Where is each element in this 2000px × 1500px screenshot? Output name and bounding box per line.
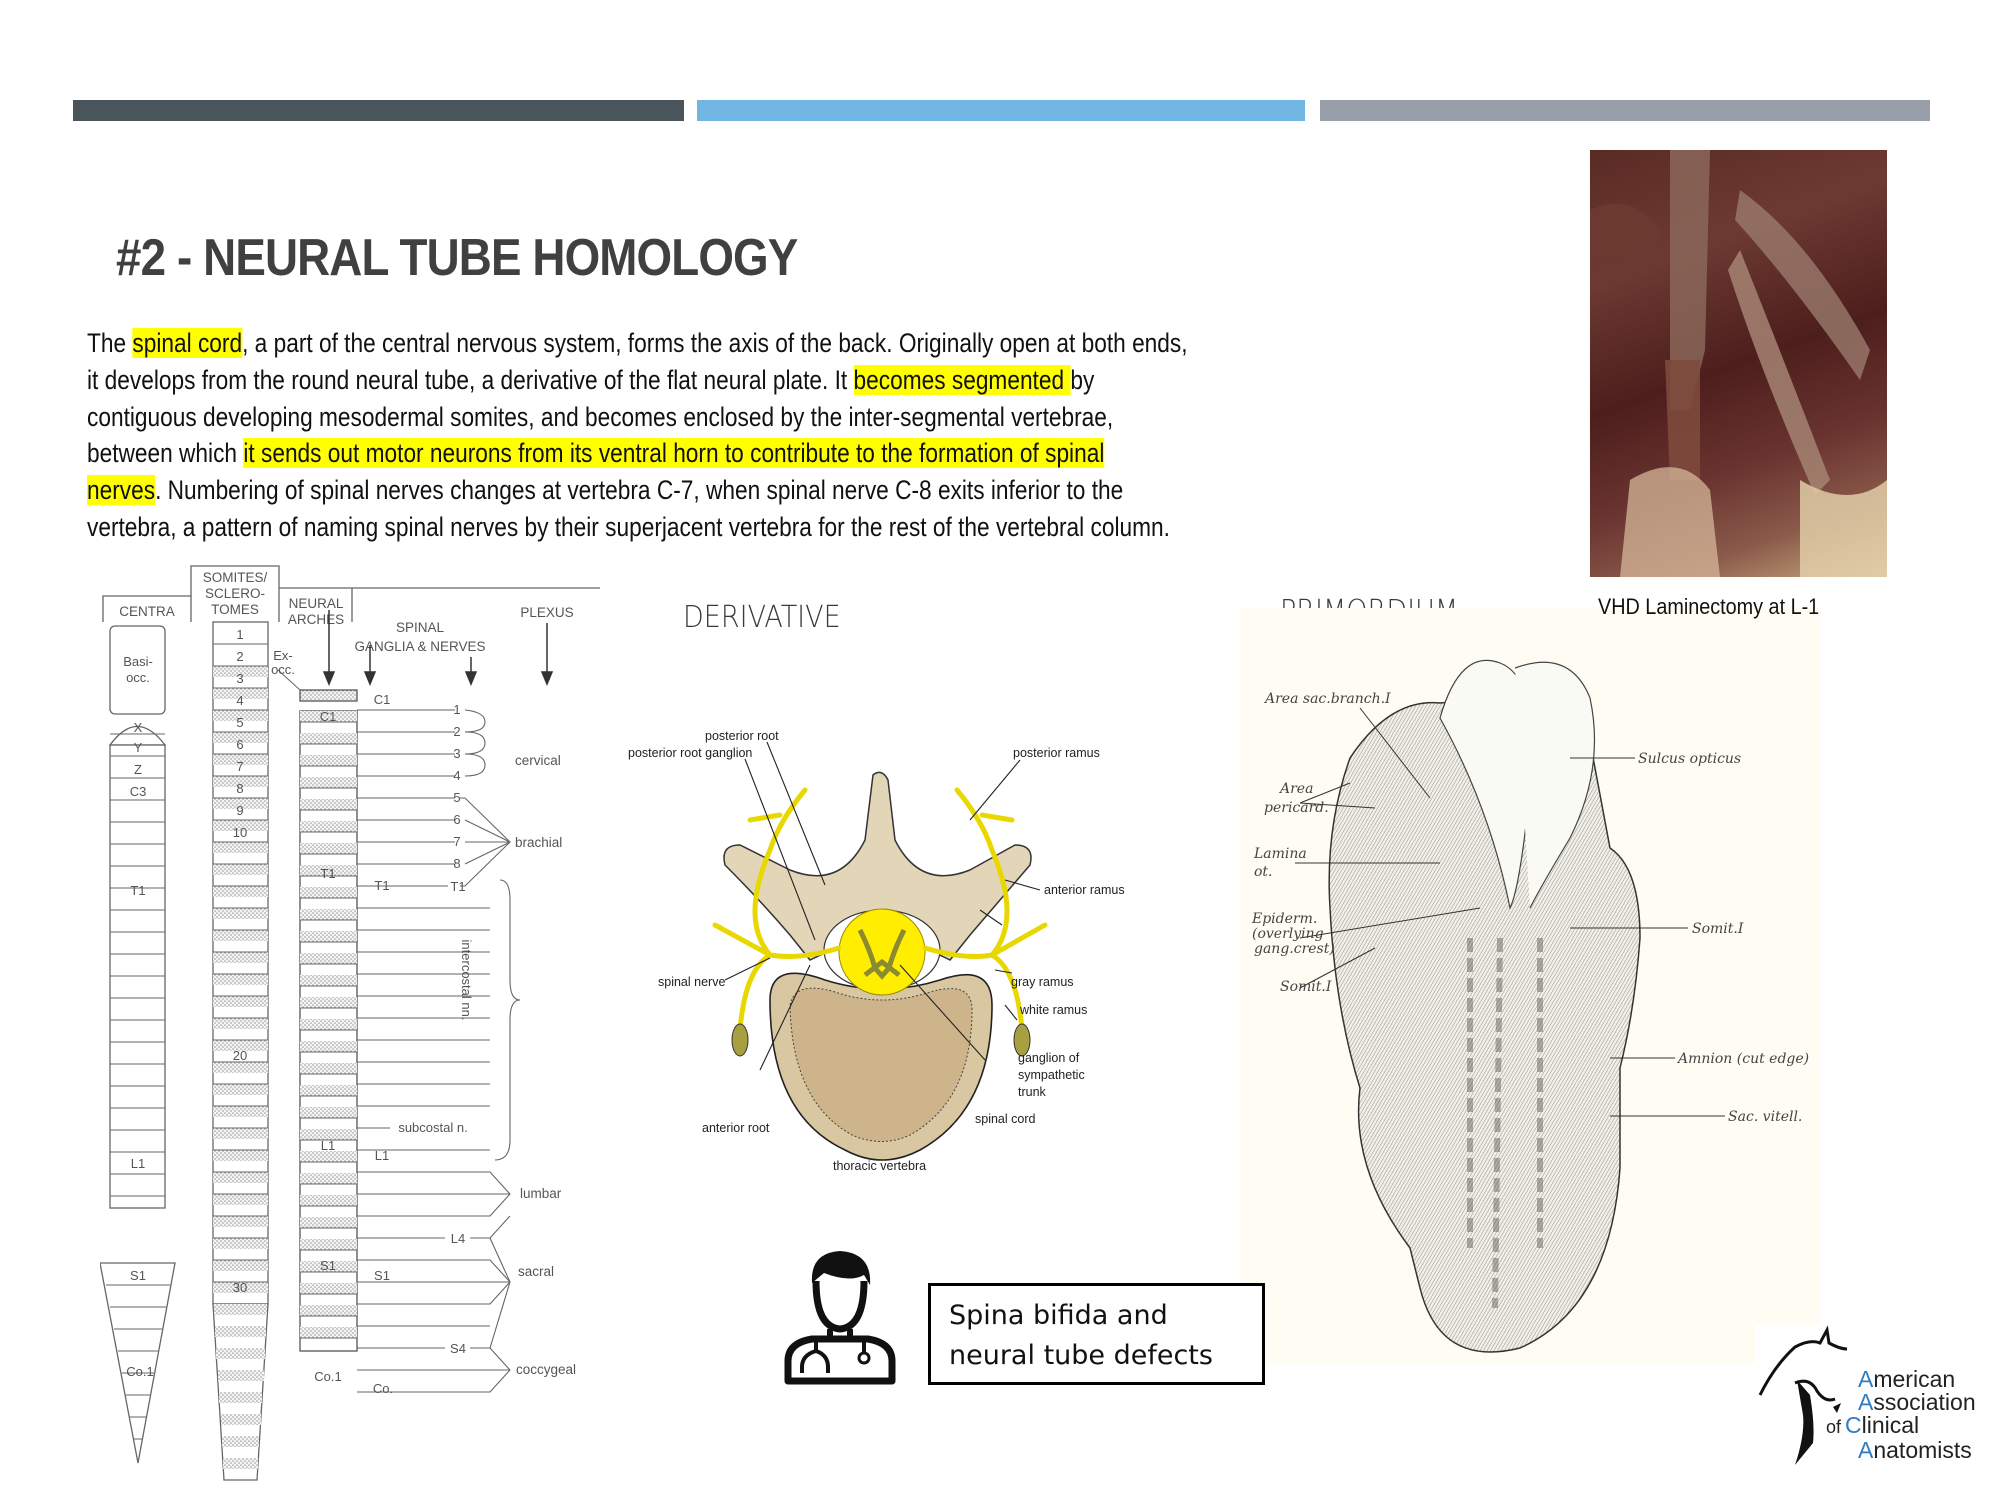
label-posterior-ramus: posterior ramus bbox=[1013, 746, 1100, 760]
label-posterior-root-ganglion: posterior root ganglion bbox=[628, 746, 753, 760]
para-line-6 bbox=[87, 509, 1431, 546]
plexus-sacral: sacral bbox=[518, 1264, 555, 1279]
photo-svg bbox=[1590, 150, 1887, 577]
label-exocc: Ex- bbox=[273, 648, 293, 663]
ganglion-t1: T1 bbox=[374, 878, 390, 893]
thoracic-vertebra-diagram bbox=[620, 730, 1180, 1190]
label-white-ramus: white ramus bbox=[1020, 1003, 1088, 1017]
vertebra-svg bbox=[620, 730, 1180, 1190]
plexus-coccygeal: coccygeal bbox=[516, 1362, 577, 1377]
header-centra: CENTRA bbox=[119, 604, 175, 619]
aaca-logo-text bbox=[1826, 1366, 1976, 1463]
ganglion-c1: C1 bbox=[373, 692, 391, 707]
label-sac-vitell: Sac. vitell. bbox=[1728, 1109, 1803, 1125]
label-anterior-root: anterior root bbox=[702, 1121, 770, 1135]
somite-7: 7 bbox=[236, 759, 244, 774]
somite-10: 10 bbox=[232, 825, 248, 840]
label-area-pericard-2: pericard. bbox=[1264, 800, 1329, 816]
nerve-t1: T1 bbox=[450, 879, 466, 894]
derivative-heading: DERIVATIVE bbox=[683, 600, 841, 635]
logo-association: ssociation bbox=[1873, 1389, 1976, 1415]
label-epiderm-3: gang.crest) bbox=[1254, 941, 1335, 957]
label-sulcus-opticus: Sulcus opticus bbox=[1638, 751, 1742, 767]
nerve-subcostal: subcostal n. bbox=[398, 1120, 468, 1135]
label-thoracic-vertebra: thoracic vertebra bbox=[833, 1159, 927, 1173]
text-run: , a part of the central nervous system, forms the axis of the back. Originally open at both ends, bbox=[242, 328, 1188, 358]
label-arch-c1: C1 bbox=[319, 709, 337, 724]
label-z: Z bbox=[134, 762, 142, 777]
header-somites: SOMITES/ bbox=[202, 570, 268, 585]
nerve-6: 6 bbox=[453, 812, 461, 827]
somite-30: 30 bbox=[232, 1280, 248, 1295]
para-line-5 bbox=[87, 472, 1431, 509]
label-somit-right: Somit.I bbox=[1692, 921, 1744, 937]
plexus-brachial: brachial bbox=[515, 835, 563, 850]
para-line-4 bbox=[87, 435, 1431, 472]
nerve-s4: S4 bbox=[450, 1341, 466, 1356]
logo-cap-a1: A bbox=[1858, 1366, 1874, 1392]
plexus-lumbar: lumbar bbox=[520, 1186, 562, 1201]
label-ganglion-sympathetic-2: sympathetic bbox=[1018, 1068, 1085, 1082]
accent-bar-blue bbox=[697, 100, 1305, 121]
nerve-intercostal: intercostal nn. bbox=[459, 939, 474, 1021]
text-run: it develops from the round neural tube, a derivative of the flat neural plate. It bbox=[87, 364, 854, 395]
label-y: Y bbox=[133, 740, 143, 755]
highlight-nerves: nerves bbox=[87, 475, 156, 506]
label-area-sac-branch: Area sac.branch.I bbox=[1265, 691, 1391, 707]
label-amnion: Amnion (cut edge) bbox=[1678, 1051, 1810, 1067]
highlight-motor-neurons: it sends out motor neurons from its ventral horn to contribute to the formation of spinal bbox=[243, 438, 1105, 469]
label-anterior-ramus: anterior ramus bbox=[1044, 883, 1125, 897]
somite-6: 6 bbox=[236, 737, 244, 752]
logo-of: of bbox=[1826, 1417, 1842, 1437]
somite-20: 20 bbox=[232, 1048, 248, 1063]
spine-chart-svg bbox=[100, 560, 605, 1490]
nerve-l4: L4 bbox=[450, 1231, 466, 1246]
text-run: between which bbox=[87, 438, 244, 469]
somite-2: 2 bbox=[236, 649, 244, 664]
text-run: by bbox=[1070, 364, 1095, 395]
label-posterior-root: posterior root bbox=[705, 730, 779, 743]
logo-cap-a3: A bbox=[1858, 1437, 1874, 1463]
label-lamina-ot-2: ot. bbox=[1254, 864, 1273, 880]
ganglion-l1: L1 bbox=[374, 1148, 390, 1163]
nerve-1: 1 bbox=[453, 702, 461, 717]
slide-title: #2 - NEURAL TUBE HOMOLOGY bbox=[116, 229, 798, 287]
nerve-2: 2 bbox=[453, 724, 461, 739]
somite-1: 1 bbox=[236, 627, 244, 642]
somite-8: 8 bbox=[236, 781, 244, 796]
spina-bifida-callout bbox=[928, 1283, 1265, 1385]
callout-line-2: neural tube defects bbox=[949, 1340, 1213, 1371]
header-plexus: PLEXUS bbox=[520, 605, 574, 620]
text-run: vertebra, a pattern of naming spinal nerves by their superjacent vertebra for the rest of the vertebral column. bbox=[87, 511, 1170, 542]
embryo-primordium-drawing bbox=[1240, 608, 1820, 1363]
label-arch-co1: Co.1 bbox=[314, 1369, 342, 1384]
aaca-logo-mark-icon bbox=[1755, 1325, 1855, 1475]
ganglion-s1: S1 bbox=[374, 1268, 390, 1283]
nerve-5: 5 bbox=[453, 790, 461, 805]
text-run: . Numbering of spinal nerves changes at vertebra C-7, when spinal nerve C-8 exits inferior to the bbox=[155, 475, 1124, 506]
label-basiocc: Basi- bbox=[123, 654, 153, 669]
label-spinal-cord: spinal cord bbox=[975, 1112, 1036, 1126]
label-epiderm: Epiderm. bbox=[1252, 911, 1318, 927]
logo-cap-c: C bbox=[1845, 1412, 1862, 1438]
header-arches: ARCHES bbox=[287, 612, 345, 627]
spine-segmentation-chart bbox=[100, 560, 605, 1490]
label-centra-s1: S1 bbox=[130, 1268, 146, 1283]
label-ganglion-sympathetic-3: trunk bbox=[1018, 1085, 1046, 1099]
accent-bar-gray bbox=[1320, 100, 1930, 121]
label-exocc-2: occ. bbox=[271, 662, 295, 677]
logo-clinical: linical bbox=[1861, 1412, 1920, 1438]
doctor-icon bbox=[780, 1245, 900, 1385]
highlight-becomes-segmented: becomes segmented bbox=[853, 364, 1071, 395]
label-area-pericard: Area bbox=[1280, 781, 1314, 797]
para-line-1 bbox=[87, 325, 1431, 362]
callout-line-1: Spina bifida and bbox=[949, 1300, 1168, 1331]
plexus-cervical: cervical bbox=[515, 753, 561, 768]
nerve-3: 3 bbox=[453, 746, 461, 761]
label-arch-s1: S1 bbox=[320, 1258, 336, 1273]
label-epiderm-2: (overlying bbox=[1252, 926, 1324, 942]
logo-cap-a2: A bbox=[1858, 1389, 1874, 1415]
somite-9: 9 bbox=[236, 803, 244, 818]
label-basiocc-2: occ. bbox=[126, 670, 150, 685]
nerve-7: 7 bbox=[453, 834, 461, 849]
header-neural: NEURAL bbox=[288, 596, 344, 611]
nerve-4: 4 bbox=[453, 768, 461, 783]
logo-american: merican bbox=[1873, 1366, 1956, 1392]
para-line-3 bbox=[87, 399, 1431, 436]
label-c3: C3 bbox=[129, 784, 147, 799]
logo-anatomists: natomists bbox=[1873, 1437, 1972, 1463]
label-centra-l1: L1 bbox=[130, 1156, 146, 1171]
header-sclero: SCLERO- bbox=[204, 586, 266, 601]
vhd-laminectomy-photo bbox=[1590, 150, 1887, 577]
text-run: The bbox=[87, 328, 133, 358]
para-line-2 bbox=[87, 362, 1431, 399]
label-ganglion-sympathetic: ganglion of bbox=[1018, 1051, 1080, 1065]
text-run: contiguous developing mesodermal somites, and becomes enclosed by the inter-segmental vertebrae, bbox=[87, 401, 1114, 432]
label-gray-ramus: gray ramus bbox=[1011, 975, 1074, 989]
somite-3: 3 bbox=[236, 671, 244, 686]
header-spinal: SPINAL bbox=[395, 620, 445, 635]
photo-caption: VHD Laminectomy at L-1 bbox=[1598, 594, 1820, 619]
highlight-spinal-cord: spinal cord bbox=[132, 328, 243, 358]
label-somit-left: Somit.I bbox=[1280, 979, 1332, 995]
label-arch-l1: L1 bbox=[320, 1138, 336, 1153]
label-centra-co1: Co.1 bbox=[126, 1364, 154, 1379]
label-spinal-nerve: spinal nerve bbox=[658, 975, 726, 989]
accent-bar-dark bbox=[73, 100, 684, 121]
aaca-logo bbox=[1755, 1325, 2000, 1485]
nerve-8: 8 bbox=[453, 856, 461, 871]
label-centra-t1: T1 bbox=[130, 883, 146, 898]
embryo-svg bbox=[1240, 608, 1820, 1363]
header-ganglia-nerves: GANGLIA & NERVES bbox=[354, 639, 486, 654]
label-lamina-ot: Lamina bbox=[1254, 846, 1307, 862]
label-x: X bbox=[133, 720, 143, 735]
somite-4: 4 bbox=[236, 693, 244, 708]
header-tomes: TOMES bbox=[211, 602, 259, 617]
body-paragraph bbox=[87, 325, 1431, 546]
ganglion-co: Co. bbox=[372, 1381, 394, 1396]
label-arch-t1: T1 bbox=[320, 866, 336, 881]
somite-5: 5 bbox=[236, 715, 244, 730]
